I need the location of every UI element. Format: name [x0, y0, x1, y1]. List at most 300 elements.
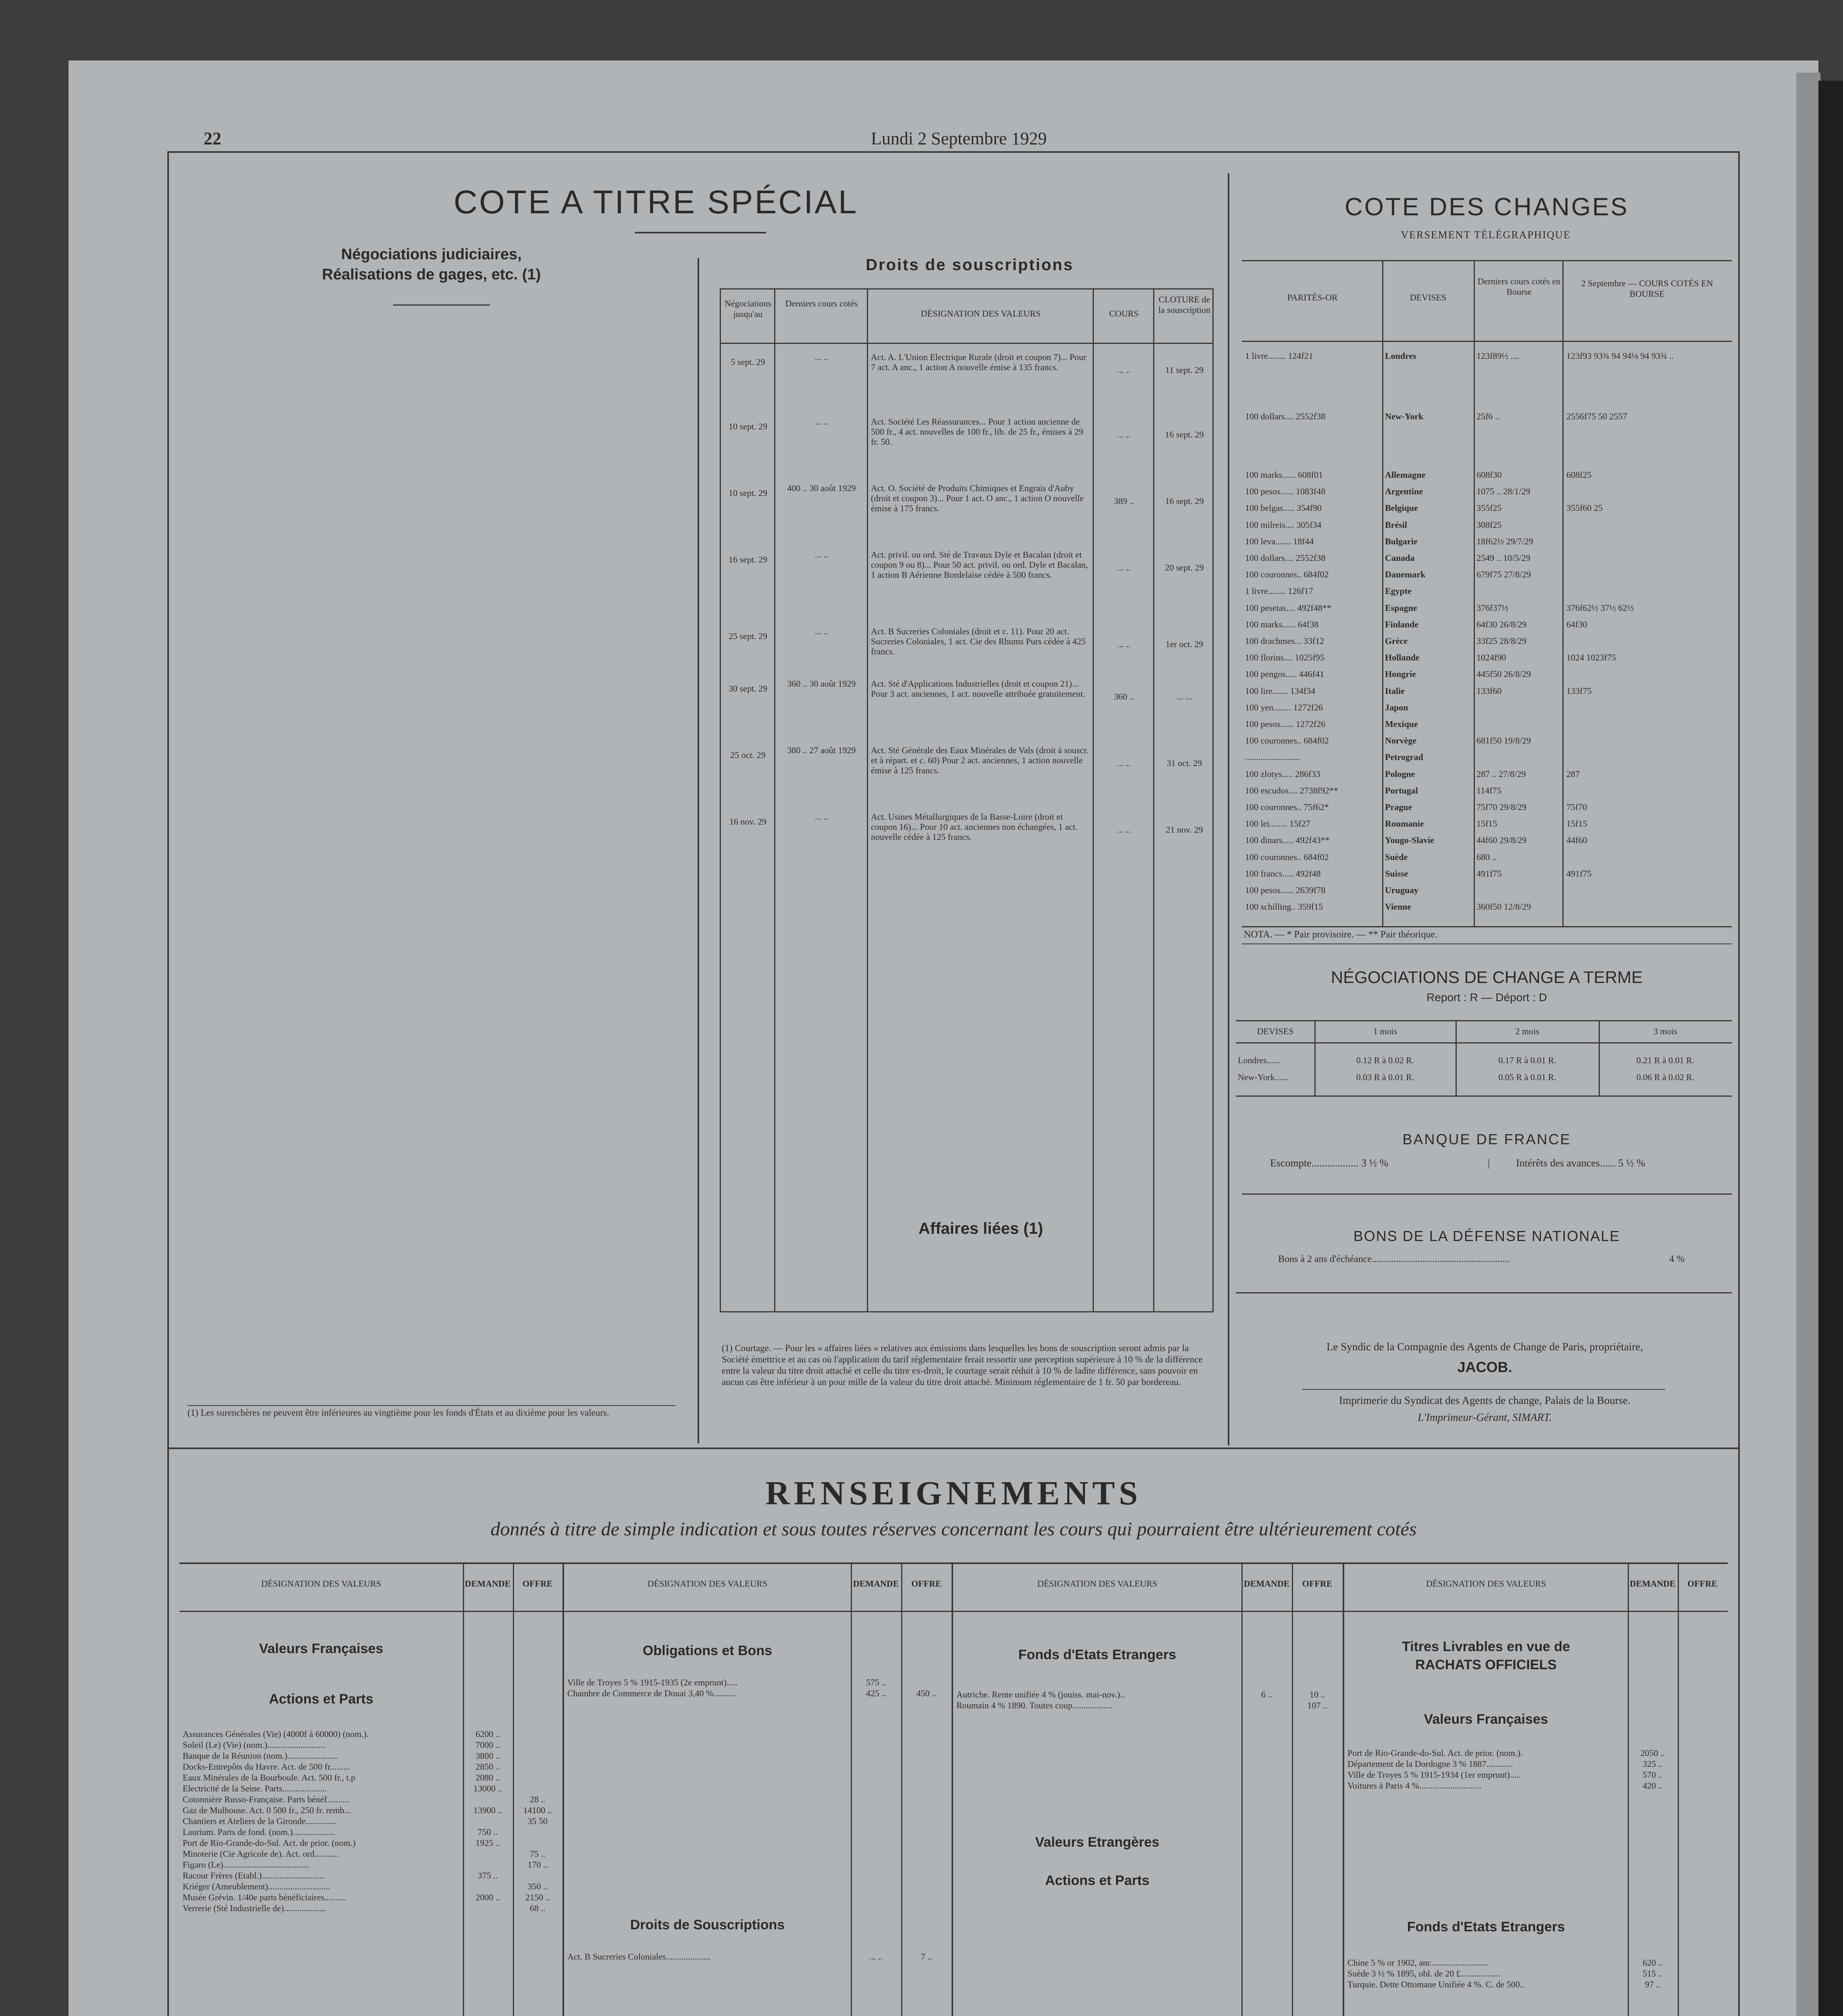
changes-cours: 2556f75 50 2557 — [1566, 411, 1627, 421]
col-rule — [562, 1562, 564, 2016]
droits-desig: Act. A. L'Union Electrique Rurale (droit et coupon 7)... Pour 7 act. A anc., 1 action A nouvelle émise à 135 francs. — [871, 352, 1087, 372]
droits-cours: ... .. — [1117, 758, 1131, 768]
changes-dernier: 64f30 26/8/29 — [1476, 619, 1527, 629]
rens-row-desig: Assurances Générales (Vie) (4000f à 60000) (nom.). — [183, 1729, 369, 1739]
changes-parite: 100 dollars.... 2552f38 — [1245, 553, 1326, 563]
droits-cloture: 1er oct. 29 — [1165, 639, 1204, 649]
droits-last: 380 .. 27 août 1929 — [787, 745, 856, 755]
terme-3mois: 0.21 R à 0.01 R. — [1636, 1055, 1695, 1065]
changes-devise: Vienne — [1385, 902, 1412, 912]
col-header-parites: PARITÉS-OR — [1287, 292, 1338, 302]
changes-dernier: 608f30 — [1476, 470, 1502, 480]
rens-row-desig: Ville de Troyes 5 % 1915-1934 (1er emprunt)..... — [1347, 1770, 1521, 1780]
changes-dernier: 1075 .. 28/1/29 — [1476, 486, 1531, 497]
rens-row-demande: ... .. — [869, 1951, 883, 1962]
changes-parite: 100 leva....... 18f44 — [1245, 536, 1314, 546]
rens-row-desig: Musée Grévin. 1/40e parts bénéficiaires.......... — [183, 1892, 347, 1902]
changes-devise: Mexique — [1385, 719, 1418, 729]
changes-parite: 100 francs..... 492f48 — [1245, 868, 1321, 879]
rens-col-header-demande: DEMANDE — [1243, 1579, 1290, 1589]
rens-row-desig: Chantiers et Ateliers de la Gironde.............. — [183, 1816, 337, 1826]
droits-desig: Act. Société Les Réassurances... Pour 1 action ancienne de 500 fr., 4 act. nouvelles de 100 fr., lib. de 25 fr., émises à 29 fr. 50. — [871, 417, 1083, 447]
rens-row-desig: Ville de Troyes 5 % 1915-1935 (2e emprunt)..... — [567, 1677, 738, 1687]
courtage-note: (1) Courtage. — Pour les « affaires liées » relatives aux émissions dans lesquelles les bons de souscription seront admis par la Société émettrice et au cas où l'application du tarif réglementaire ferait ressortir une perception supérieure à 10 % de la différence entre la valeur du titre droit attaché et celle du titre ex-droit, le courtage serait réduit à 10 % de ladite différence, sans pouvoir en aucun cas être inférieur à un pour mille de la valeur du titre droit attaché. Minimum réglementaire de 1 fr. 50 par bordereau. — [722, 1343, 1203, 1387]
changes-devise: Hollande — [1385, 652, 1420, 663]
droits-last: ... .. — [815, 352, 828, 362]
col-rule — [1678, 1562, 1679, 2016]
terme-2mois: 0.17 R à 0.01 R. — [1498, 1055, 1556, 1065]
changes-dernier: 680 .. — [1476, 852, 1497, 862]
rens-row-desig: Port de Rio-Grande-do-Sul. Act. de prior. (nom.) — [183, 1838, 356, 1848]
rens-row-demande: 2080 .. — [475, 1772, 500, 1783]
col-rule — [513, 1562, 514, 2016]
rens-row-demande: 6 .. — [1261, 1689, 1272, 1699]
page-date: Lundi 2 Septembre 1929 — [871, 129, 1047, 148]
rens-row-offre: 350 .. — [527, 1881, 548, 1891]
changes-cours: 355f60 25 — [1566, 503, 1603, 513]
rens-row-desig: Docks-Entrepôts du Havre. Act. de 500 fr......... — [183, 1762, 350, 1772]
changes-devise: Pologne — [1385, 768, 1415, 779]
changes-parite: 1 livre........ 126f17 — [1245, 586, 1313, 596]
bons-line: Bons à 2 ans d'échéance......................................................... — [1278, 1254, 1510, 1264]
judiciaires-heading-1: Négociations judiciaires, — [341, 246, 522, 263]
cote-titre-title: COTE A TITRE SPÉCIAL — [454, 184, 858, 221]
rens-section-heading: Valeurs Françaises — [259, 1641, 383, 1656]
rens-row-desig: Turquie. Dette Ottomane Unifiée 4 %. C. de 500.. — [1347, 1979, 1524, 1989]
droits-last: ... .. — [815, 626, 828, 636]
changes-subtitle: VERSEMENT TÉLÉGRAPHIQUE — [1401, 229, 1571, 241]
banque-escompte: Escompte.................. 3 ½ % — [1270, 1157, 1389, 1169]
terme-devise: Londres...... — [1238, 1055, 1281, 1065]
changes-parite: 100 dollars.... 2552f38 — [1245, 411, 1326, 421]
rens-row-demande: 2050 .. — [1640, 1748, 1665, 1758]
droits-date: 5 sept. 29 — [731, 357, 765, 367]
droits-desig: Act. O. Société de Produits Chimiques et Engrais d'Auby (droit et coupon 3)... Pour 1 act. O anc., 1 action O nouvelle émise à 175 francs. — [871, 483, 1084, 513]
rens-row-offre: 450 .. — [916, 1688, 937, 1698]
rens-top-rule — [179, 1562, 1728, 1564]
rens-row-offre: 2150 .. — [525, 1892, 550, 1902]
changes-dernier: 445f50 26/8/29 — [1476, 669, 1531, 679]
rens-row-desig: Minoterie (Cie Agricole de). Act. ord........... — [183, 1849, 339, 1859]
changes-parite: 100 pesetas.... 492f48** — [1245, 602, 1331, 613]
changes-dernier: 491f75 — [1476, 868, 1502, 879]
imprimerie-line: Imprimerie du Syndicat des Agents de change, Palais de la Bourse. — [1339, 1394, 1631, 1406]
rens-row-desig: Act. B Sucreries Coloniales.................... — [567, 1951, 710, 1962]
changes-devise: Petrograd — [1385, 752, 1423, 762]
bons-rate: 4 % — [1669, 1254, 1685, 1264]
changes-devise: Espagne — [1385, 602, 1417, 613]
changes-cours: 1024 1023f75 — [1566, 652, 1616, 663]
rens-col-header-demande: DEMANDE — [853, 1579, 899, 1589]
changes-parite: 100 couronnes.. 684f02 — [1245, 852, 1329, 862]
rens-col-header-demande: DEMANDE — [1629, 1579, 1676, 1589]
footnote-rule — [187, 1405, 675, 1406]
changes-devise: Japon — [1385, 702, 1408, 712]
rens-section-heading: Actions et Parts — [1045, 1873, 1150, 1888]
rens-row-desig: Roumain 4 % 1890. Toutes coup.................. — [956, 1700, 1112, 1710]
changes-cours: 15f15 — [1566, 818, 1587, 829]
col-header-date: Négociations jusqu'au — [724, 298, 772, 319]
changes-cours: 123f93 93¾ 94 94⅛ 94 93¾ .. — [1566, 351, 1674, 361]
col-rule — [1241, 1562, 1243, 2016]
droits-cloture: 16 sept. 29 — [1165, 496, 1204, 506]
rule — [1242, 1193, 1732, 1195]
rens-row-offre: 14100 .. — [523, 1805, 552, 1815]
col-rule — [1562, 260, 1564, 927]
changes-devise: New-York — [1385, 411, 1424, 421]
changes-devise: Hongrie — [1385, 669, 1416, 679]
rens-row-demande: 6200 .. — [475, 1729, 500, 1739]
col-rule — [901, 1562, 902, 2016]
rens-row-desig: Verrerie (Sté Industrielle de)................... — [183, 1903, 326, 1913]
rens-row-desig: Chine 5 % or 1902, anc.......................... — [1347, 1958, 1489, 1968]
changes-parite: 100 pesos...... 1272f26 — [1245, 719, 1326, 729]
rens-col-header-desig: DÉSIGNATION DES VALEURS — [261, 1579, 381, 1589]
rens-col-header-offre: OFFRE — [911, 1579, 941, 1589]
changes-cours: 608f25 — [1566, 470, 1592, 480]
changes-cours: 491f75 — [1566, 868, 1592, 879]
rens-row-desig: Autriche. Rente unifiée 4 % (jouiss. mai-nov.).. — [956, 1689, 1125, 1699]
droits-last: 400 .. 30 août 1929 — [787, 483, 856, 493]
col-rule — [1474, 260, 1475, 927]
droits-cours: ... .. — [1117, 639, 1131, 649]
rens-row-demande: 7000 .. — [475, 1740, 500, 1750]
droits-desig: Act. B Sucreries Coloniales (droit et c. 11). Pour 20 act. Sucreries Coloniales, 1 act. Cie des Rhums Purs cédée à 425 francs. — [871, 626, 1086, 656]
rens-row-demande: 515 .. — [1643, 1968, 1663, 1979]
rens-section-heading: Fonds d'Etats Etrangers — [1407, 1919, 1565, 1935]
changes-cours: 287 — [1566, 768, 1580, 779]
droits-cours: ... .. — [1117, 825, 1131, 835]
short-rule — [393, 304, 490, 306]
section-divider — [167, 1447, 1740, 1449]
rens-row-desig: Département de la Dordogne 3 % 1887............ — [1347, 1759, 1513, 1769]
droits-last: ... .. — [815, 417, 828, 427]
col-rule — [851, 1562, 852, 2016]
droits-date: 25 sept. 29 — [729, 631, 767, 641]
banque-avances: Intérêts des avances...... 5 ½ % — [1516, 1157, 1645, 1169]
changes-devise: Grèce — [1385, 636, 1408, 646]
droits-cloture: 20 sept. 29 — [1165, 562, 1204, 573]
changes-parite: 100 couronnes.. 684f02 — [1245, 735, 1329, 746]
changes-dernier: 2549 .. 10/5/29 — [1476, 553, 1531, 563]
rens-row-desig: Gaz de Mulhouse. Act. 0 500 fr., 250 fr. remb... — [183, 1805, 351, 1815]
changes-dernier: 679f75 27/8/29 — [1476, 569, 1531, 580]
changes-devise: Suisse — [1385, 868, 1408, 879]
terme-h-2: 2 mois — [1515, 1026, 1539, 1036]
rens-row-desig: Kriéger (Ameublement)............................ — [183, 1881, 330, 1891]
col-header-derniers: Derniers cours cotés en Bourse — [1477, 276, 1561, 297]
changes-dernier: 33f25 28/8/29 — [1476, 636, 1527, 646]
banque-title: BANQUE DE FRANCE — [1402, 1131, 1571, 1148]
rens-row-demande: 2000 .. — [475, 1892, 500, 1902]
title-underline — [635, 232, 766, 233]
droits-date: 30 sept. 29 — [729, 683, 767, 694]
changes-parite: 100 pesos...... 2639f78 — [1245, 885, 1326, 895]
rens-col-header-offre: OFFRE — [522, 1579, 553, 1589]
terme-title: NÉGOCIATIONS DE CHANGE A TERME — [1331, 968, 1643, 987]
rens-section-heading: Fonds d'Etats Etrangers — [1018, 1647, 1177, 1662]
droits-cours: ... .. — [1117, 429, 1131, 439]
changes-dernier: 355f25 — [1476, 503, 1502, 513]
changes-parite: 100 yen........ 1272f26 — [1245, 702, 1323, 712]
col-rule — [1343, 1562, 1344, 2016]
rens-row-demande: 2850 .. — [475, 1762, 500, 1772]
changes-devise: Allemagne — [1385, 470, 1426, 480]
changes-parite: 100 marks...... 64f38 — [1245, 619, 1319, 629]
rens-row-demande: 750 .. — [478, 1827, 498, 1837]
rens-section-heading: RACHATS OFFICIELS — [1415, 1657, 1557, 1672]
changes-devise: Italie — [1385, 685, 1405, 696]
changes-parite: 100 escudos.... 2738f92** — [1245, 785, 1338, 796]
page-edge — [1796, 73, 1820, 2016]
affaires-liees-heading: Affaires liées (1) — [918, 1220, 1043, 1237]
changes-parite: 1 livre........ 124f21 — [1245, 351, 1313, 361]
rens-row-demande: 420 .. — [1643, 1781, 1663, 1791]
col-rule — [1382, 260, 1383, 927]
changes-devise: Suède — [1385, 852, 1408, 862]
changes-parite: 100 schilling.. 359f15 — [1245, 902, 1323, 912]
syndic-line: Le Syndic de la Compagnie des Agents de Change de Paris, propriétaire, — [1326, 1341, 1643, 1353]
droits-date: 25 oct. 29 — [730, 750, 766, 760]
changes-dernier: 360f50 12/8/29 — [1476, 902, 1531, 912]
droits-last: ... .. — [815, 550, 828, 560]
changes-cours: 64f30 — [1566, 619, 1587, 629]
changes-cours: 376f62½ 37½ 62½ — [1566, 602, 1634, 613]
droits-cloture: 16 sept. 29 — [1165, 429, 1204, 439]
rule — [1236, 1042, 1732, 1043]
rens-row-offre: 7 .. — [920, 1951, 932, 1962]
rule — [1242, 943, 1732, 944]
droits-cloture: 11 sept. 29 — [1165, 365, 1204, 375]
col-rule — [1093, 288, 1094, 1312]
droits-desig: Act. Sté d'Applications Industrielles (droit et coupon 21)... Pour 3 act. anciennes, 1 act. nouvelle attribuée gratuitement. — [871, 679, 1085, 699]
changes-parite: 100 couronnes.. 75f62* — [1245, 802, 1329, 812]
terme-h-3: 3 mois — [1653, 1026, 1678, 1036]
changes-dernier: 123f89½ .... — [1476, 351, 1520, 361]
droits-date: 16 sept. 29 — [729, 554, 767, 564]
changes-parite: 100 zlotys..... 286f33 — [1245, 768, 1320, 779]
rens-col-header-desig: DÉSIGNATION DES VALEURS — [647, 1579, 768, 1589]
rens-section-heading: Titres Livrables en vue de — [1402, 1639, 1570, 1654]
col-header-desig: DÉSIGNATION DES VALEURS — [920, 308, 1041, 319]
rens-col-header-offre: OFFRE — [1687, 1579, 1718, 1589]
droits-cours: 389 .. — [1114, 496, 1134, 506]
imprimeur-gerant: L'Imprimeur-Gérant, SIMART. — [1418, 1411, 1552, 1423]
changes-devise: Londres — [1385, 351, 1416, 361]
changes-parite: 100 drachmes... 33f12 — [1245, 636, 1324, 646]
rens-row-demande: 375 .. — [478, 1870, 498, 1881]
rens-section-heading: Actions et Parts — [269, 1691, 373, 1707]
changes-devise: Brésil — [1385, 519, 1407, 530]
changes-dernier: 75f70 29/8/29 — [1476, 802, 1527, 812]
changes-dernier: 133f60 — [1476, 685, 1502, 696]
rens-section-heading: Valeurs Françaises — [1424, 1712, 1548, 1727]
rens-section-heading: Valeurs Etrangères — [1035, 1835, 1160, 1850]
col-header-last: Derniers cours cotés — [785, 298, 858, 308]
rens-col-header-offre: OFFRE — [1302, 1579, 1333, 1589]
changes-dernier: 308f25 — [1476, 519, 1502, 530]
rens-row-demande: 325 .. — [1643, 1759, 1663, 1769]
syndic-name: JACOB. — [1457, 1359, 1512, 1375]
droits-desig: Act. Sté Générale des Eaux Minérales de Vals (droit à souscr. et à répart. et c. 60) Pour 2 act. anciennes, 1 action nouvelle émise à 125 francs. — [871, 745, 1089, 775]
droits-date: 16 nov. 29 — [729, 816, 767, 827]
changes-parite: 100 florins.... 1025f95 — [1245, 652, 1324, 663]
changes-dernier: 376f37½ — [1476, 602, 1508, 613]
changes-dernier: 681f50 19/8/29 — [1476, 735, 1531, 746]
rens-row-desig: Laurium. Parts de fond. (nom.)................... — [183, 1827, 335, 1837]
changes-dernier: 15f15 — [1476, 818, 1497, 829]
column-divider — [1228, 173, 1229, 1445]
rens-section-heading: Obligations et Bons — [643, 1643, 773, 1658]
changes-nota: NOTA. — * Pair provisoire. — ** Pair théorique. — [1244, 929, 1437, 940]
rule — [1236, 1292, 1732, 1293]
rens-row-offre: 68 .. — [530, 1903, 546, 1913]
changes-devise: Portugal — [1385, 785, 1418, 796]
column-divider — [698, 258, 699, 1443]
rens-row-demande: 425 .. — [866, 1688, 886, 1698]
changes-devise: Uruguay — [1385, 885, 1419, 895]
rens-row-offre: 10 .. — [1309, 1689, 1325, 1699]
rens-row-demande: 13000 .. — [473, 1783, 502, 1793]
col-header-cloture: CLOTURE de la souscription — [1158, 294, 1210, 315]
rens-section-heading: Droits de Souscriptions — [630, 1917, 785, 1933]
changes-parite: 100 marks...... 608f01 — [1245, 470, 1323, 480]
terme-2mois: 0.05 R à 0.01 R. — [1498, 1072, 1556, 1082]
droits-cours: 360 .. — [1114, 691, 1134, 702]
col-header-devises: DEVISES — [1410, 292, 1447, 302]
rens-row-demande: 570 .. — [1643, 1770, 1663, 1780]
changes-parite: 100 couronnes.. 684f02 — [1245, 569, 1329, 580]
rens-row-offre: 170 .. — [527, 1860, 548, 1870]
changes-devise: Egypte — [1385, 586, 1412, 596]
changes-devise: Roumanie — [1385, 818, 1424, 829]
col-rule — [774, 288, 775, 1312]
droits-cours: ... .. — [1117, 562, 1131, 573]
droits-desig: Act. privil. ou ord. Sté de Travaux Dyle et Bacalan (droit et coupon 9 ou 8)... Pour 50 act. privil. ou ord. Dyle et Bacalan, 1 action B Aérienne Bordelaise cédée à 500 francs. — [871, 550, 1088, 580]
changes-cours: 75f70 — [1566, 802, 1587, 812]
judiciaires-heading-2: Réalisations de gages, etc. (1) — [322, 266, 541, 283]
changes-devise: Bulgarie — [1385, 536, 1418, 546]
terme-devise: New-York...... — [1238, 1072, 1288, 1082]
rens-row-desig: Banque de la Réunion (nom.)....................... — [183, 1751, 339, 1761]
terme-subtitle: Report : R — Déport : D — [1427, 991, 1547, 1004]
rens-row-demande: 97 .. — [1645, 1979, 1660, 1989]
rens-row-desig: Electricité de la Seine. Parts.................... — [183, 1783, 327, 1793]
changes-header-rule — [1242, 341, 1732, 342]
changes-devise: Canada — [1385, 553, 1415, 563]
droits-date: 10 sept. 29 — [729, 421, 767, 431]
droits-cloture: 31 oct. 29 — [1166, 758, 1202, 768]
rens-row-offre: 107 .. — [1307, 1700, 1327, 1710]
droits-desig: Act. Usines Métallurgiques de la Basse-Loire (droit et coupon 16)... Pour 10 act. anciennes non échangées, 1 act. nouvelle cédée à 125 francs. — [871, 812, 1078, 842]
changes-devise: Finlande — [1385, 619, 1419, 629]
changes-cours: 133f75 — [1566, 685, 1592, 696]
changes-parite: 100 dinars..... 492f43** — [1245, 835, 1330, 846]
changes-devise: Yougo-Slavie — [1385, 835, 1435, 846]
changes-parite: 100 lei........ 15f27 — [1245, 818, 1310, 829]
changes-dernier: 114f75 — [1476, 785, 1501, 796]
changes-parite: 100 milreis.... 305f34 — [1245, 519, 1322, 530]
renseignements-title: RENSEIGNEMENTS — [765, 1475, 1142, 1512]
bons-title: BONS DE LA DÉFENSE NATIONALE — [1353, 1228, 1620, 1244]
renseignements-subtitle: donnés à titre de simple indication et sous toutes réserves concernant les cours qui pourraient être ultérieurement cotés — [490, 1518, 1417, 1540]
changes-parite: 100 lire....... 134f34 — [1245, 685, 1316, 696]
changes-dernier: 287 .. 27/8/29 — [1476, 768, 1526, 779]
droits-title: Droits de souscriptions — [866, 256, 1074, 274]
changes-dernier: 25f6 .. — [1476, 411, 1499, 421]
droits-cloture: 21 nov. 29 — [1166, 825, 1203, 835]
droits-last: ... .. — [815, 812, 828, 822]
surencheres-note: (1) Les surenchères ne peuvent être inférieures au vingtième pour les fonds d'États et au dixième pour les valeurs. — [187, 1408, 609, 1418]
col-rule — [1292, 1562, 1293, 2016]
droits-date: 10 sept. 29 — [729, 488, 767, 498]
changes-parite: 100 pesos...... 1083f48 — [1245, 486, 1326, 497]
droits-cloture: ... ... — [1177, 691, 1192, 702]
rens-row-demande: 13900 .. — [473, 1805, 502, 1815]
terme-1mois: 0.12 R à 0.02 R. — [1356, 1055, 1414, 1065]
rens-row-demande: 3800 .. — [475, 1751, 500, 1761]
terme-1mois: 0.03 R à 0.01 R. — [1356, 1072, 1414, 1082]
rens-row-offre: 35 50 — [527, 1816, 548, 1826]
col-rule — [952, 1562, 953, 2016]
rens-row-demande: 575 .. — [866, 1677, 886, 1687]
terme-h-1: 1 mois — [1373, 1026, 1397, 1036]
rens-row-desig: Chambre de Commerce de Douai 3,40 %.......... — [567, 1688, 736, 1698]
rens-row-desig: Cotonnière Russo-Française. Parts bénéf.......... — [183, 1794, 350, 1804]
rens-col-header-demande: DEMANDE — [464, 1579, 511, 1589]
banque-separator: | — [1488, 1157, 1490, 1169]
changes-parite: 100 pengos..... 446f41 — [1245, 669, 1324, 679]
terme-3mois: 0.06 R à 0.02 R. — [1636, 1072, 1695, 1082]
col-header-cours: COURS — [1109, 308, 1139, 319]
rens-row-demande: 620 .. — [1643, 1958, 1663, 1968]
rens-row-desig: Suède 3 ½ % 1895, obl. de 20 £.................. — [1347, 1968, 1501, 1979]
rens-col-header-desig: DÉSIGNATION DES VALEURS — [1037, 1579, 1158, 1589]
changes-title: COTE DES CHANGES — [1345, 193, 1629, 221]
page-number: 22 — [204, 129, 221, 148]
changes-devise: Prague — [1385, 802, 1412, 812]
rens-row-offre: 28 .. — [530, 1794, 546, 1804]
terme-h-devises: DEVISES — [1257, 1026, 1294, 1036]
scan-border — [1818, 81, 1843, 2016]
table-header-rule — [720, 343, 1214, 344]
col-rule — [1153, 288, 1154, 1312]
rule — [1302, 1389, 1665, 1390]
rens-row-demande: 1925 .. — [475, 1838, 500, 1848]
droits-cours: ... .. — [1117, 365, 1131, 375]
changes-parite: ......................... — [1245, 752, 1301, 762]
rens-row-desig: Racour Frères (Etabl.)............................ — [183, 1870, 324, 1881]
changes-devise: Norvège — [1385, 735, 1417, 746]
droits-last: 360 .. 30 août 1929 — [787, 679, 856, 689]
rens-row-offre: 75 .. — [530, 1849, 546, 1859]
rens-row-desig: Eaux Minérales de la Bourboule. Act. 500 fr., t.p — [183, 1772, 356, 1783]
rens-header-rule — [179, 1611, 1728, 1612]
changes-dernier: 1024f90 — [1476, 652, 1506, 663]
changes-devise: Argentine — [1385, 486, 1423, 497]
rens-row-desig: Soleil (Le) (Vie) (nom.).......................... — [183, 1740, 325, 1750]
changes-cours: 44f60 — [1566, 835, 1587, 846]
changes-devise: Danemark — [1385, 569, 1426, 580]
col-rule — [867, 288, 868, 1312]
changes-devise: Belgique — [1385, 503, 1418, 513]
changes-parite: 100 belgas..... 354f90 — [1245, 503, 1322, 513]
col-header-cours-cotes: 2 Septembre — COURS COTÉS EN BOURSE — [1581, 278, 1713, 299]
changes-dernier: 18f62½ 29/7/29 — [1476, 536, 1533, 546]
rens-row-desig: Voitures à Paris 4 %............................ — [1347, 1781, 1482, 1791]
changes-dernier: 44f60 29/8/29 — [1476, 835, 1527, 846]
rens-col-header-desig: DÉSIGNATION DES VALEURS — [1426, 1579, 1546, 1589]
